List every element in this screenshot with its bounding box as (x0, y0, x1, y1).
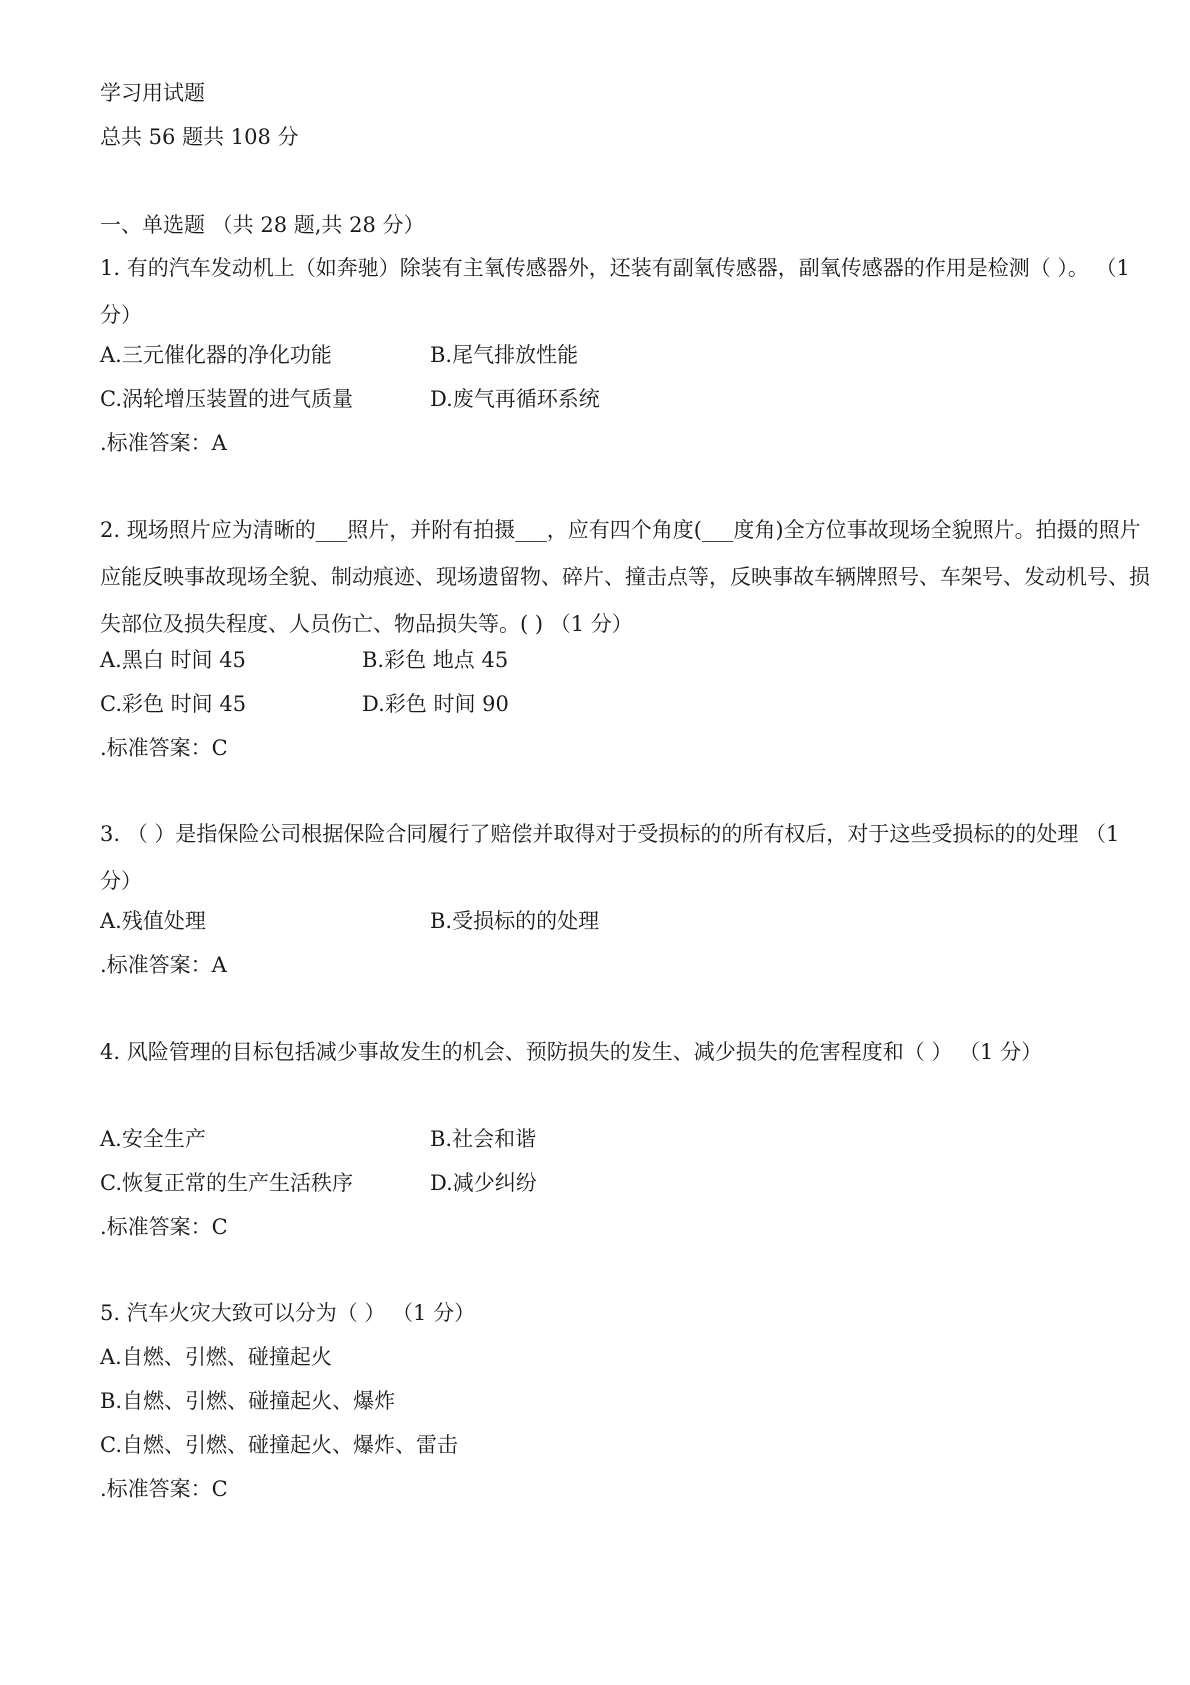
question-3-text: 3. （ ）是指保险公司根据保险合同履行了赔偿并取得对于受损标的的所有权后，对于这些受损标的的处理 （1 分） (100, 822, 1120, 893)
question-5-option-b: B.自燃、引燃、碰撞起火、爆炸 (100, 1389, 396, 1413)
question-5-option-c: C.自燃、引燃、碰撞起火、爆炸、雷击 (100, 1433, 458, 1457)
question-4-text: 4. 风险管理的目标包括减少事故发生的机会、预防损失的发生、减少损失的危害程度和（ ） （1 分） (100, 1040, 1043, 1064)
question-5-answer: .标准答案：C (100, 1477, 228, 1501)
question-2-answer: .标准答案：C (100, 736, 228, 760)
section-heading: 一、单选题 （共 28 题,共 28 分） (100, 213, 425, 237)
question-4-option-c: C.恢复正常的生产生活秩序 (100, 1171, 353, 1195)
question-4-option-b: B.社会和谐 (430, 1127, 537, 1151)
question-2-option-b: B.彩色 地点 45 (362, 648, 509, 672)
question-4-option-a: A.安全生产 (100, 1127, 206, 1151)
question-1-text: 1. 有的汽车发动机上（如奔驰）除装有主氧传感器外，还装有副氧传感器，副氧传感器的作用是检测（ ）。 （1 分） (100, 256, 1130, 327)
question-2-option-a: A.黑白 时间 45 (100, 648, 246, 672)
document-title: 学习用试题 (100, 81, 205, 105)
question-2-option-d: D.彩色 时间 90 (362, 692, 509, 716)
question-5-option-a: A.自燃、引燃、碰撞起火 (100, 1345, 332, 1369)
question-1-option-c: C.涡轮增压装置的进气质量 (100, 387, 353, 411)
question-2-text: 2. 现场照片应为清晰的___照片，并附有拍摄___，应有四个角度(___度角)全方位事故现场全貌照片。拍摄的照片应能反映事故现场全貌、制动痕迹、现场遗留物、碎片、撞击点等，反映事故车辆牌照号、车架号、发动机号、损失部位及损失程度、人员伤亡、物品损失等。( ) （1 分） (100, 518, 1150, 636)
question-2-option-c: C.彩色 时间 45 (100, 692, 247, 716)
document-summary: 总共 56 题共 108 分 (100, 125, 299, 149)
question-1-option-b: B.尾气排放性能 (430, 343, 579, 367)
question-3-option-b: B.受损标的的处理 (430, 909, 600, 933)
question-1-option-a: A.三元催化器的净化功能 (100, 343, 332, 367)
question-3-option-a: A.残值处理 (100, 909, 206, 933)
question-3-answer: .标准答案：A (100, 953, 227, 977)
question-1-option-d: D.废气再循环系统 (430, 387, 600, 411)
question-4-option-d: D.减少纠纷 (430, 1171, 537, 1195)
question-1-answer: .标准答案：A (100, 431, 227, 455)
question-5-text: 5. 汽车火灾大致可以分为（ ） （1 分） (100, 1301, 476, 1325)
question-4-answer: .标准答案：C (100, 1215, 228, 1239)
